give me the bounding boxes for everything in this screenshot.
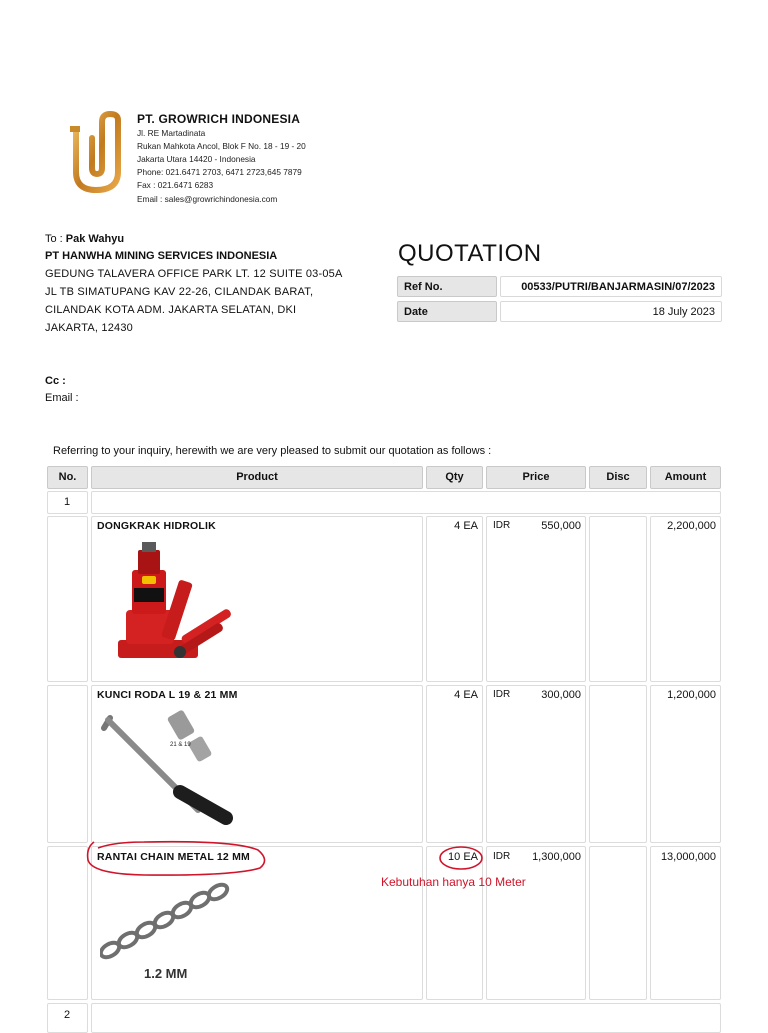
ref-no-value: 00533/PUTRI/BANJARMASIN/07/2023 <box>500 276 722 297</box>
company-fax: Fax : 021.6471 6283 <box>137 180 214 190</box>
product-name: DONGKRAK HIDROLIK <box>97 520 216 532</box>
email-label: Email : <box>45 392 79 404</box>
recipient-address-line: CILANDAK KOTA ADM. JAKARTA SELATAN, DKI <box>45 304 297 316</box>
item-price: 1,300,000 <box>532 851 581 863</box>
hydraulic-jack-image <box>108 540 238 668</box>
company-address-line: Jl. RE Martadinata <box>137 128 206 138</box>
cc-label: Cc : <box>45 375 66 387</box>
company-address-line: Rukan Mahkota Ancol, Blok F No. 18 - 19 - 20 <box>137 141 306 151</box>
ref-no-label: Ref No. <box>397 276 497 297</box>
disc-cell <box>589 685 647 843</box>
hydraulic-jack-icon <box>108 540 238 668</box>
product-name: RANTAI CHAIN METAL 12 MM <box>97 851 250 863</box>
item-price: 550,000 <box>541 520 581 532</box>
recipient-to <box>45 233 124 245</box>
no-cell <box>47 516 88 682</box>
item-currency: IDR <box>493 520 511 531</box>
group-row <box>91 1003 721 1033</box>
amount-cell <box>650 685 721 843</box>
no-cell <box>47 846 88 1000</box>
qty-cell <box>426 685 483 843</box>
header-disc: Disc <box>589 466 647 489</box>
date-label: Date <box>397 301 497 322</box>
amount-cell <box>650 516 721 682</box>
group-number: 2 <box>63 1009 71 1021</box>
item-amount: 13,000,000 <box>660 851 716 863</box>
disc-cell <box>589 516 647 682</box>
date-value: 18 July 2023 <box>500 301 722 322</box>
to-name: Pak Wahyu <box>65 233 125 245</box>
group-row <box>91 491 721 514</box>
paperclip-logo-icon <box>66 110 132 196</box>
company-email: Email : sales@growrichindonesia.com <box>137 194 278 204</box>
disc-cell <box>589 846 647 1000</box>
price-cell <box>486 846 586 1000</box>
amount-cell <box>650 846 721 1000</box>
product-circle-annotation <box>84 838 268 878</box>
group-number: 1 <box>63 496 71 508</box>
company-phone: Phone: 021.6471 2703, 6471 2723,645 7879 <box>137 167 302 177</box>
recipient-company: PT HANWHA MINING SERVICES INDONESIA <box>45 250 278 262</box>
item-qty: 4 EA <box>454 689 478 701</box>
header-no: No. <box>47 466 88 489</box>
annotation-note: Kebutuhan hanya 10 Meter <box>381 875 526 889</box>
header-amount: Amount <box>650 466 721 489</box>
recipient-address-line: JL TB SIMATUPANG KAV 22-26, CILANDAK BARAT, <box>45 286 314 298</box>
header-price: Price <box>486 466 586 489</box>
header-product: Product <box>91 466 423 489</box>
recipient-address-line: GEDUNG TALAVERA OFFICE PARK LT. 12 SUITE 03-05A <box>45 268 343 280</box>
socket-size-text: 21 & 19 <box>170 742 191 748</box>
company-address-line: Jakarta Utara 14420 - Indonesia <box>137 154 256 164</box>
no-cell <box>47 685 88 843</box>
to-label: To : <box>45 233 63 245</box>
product-name: KUNCI RODA L 19 & 21 MM <box>97 689 238 701</box>
recipient-address-line: JAKARTA, 12430 <box>45 322 133 334</box>
item-amount: 1,200,000 <box>667 689 716 701</box>
item-qty: 10 EA <box>448 851 478 863</box>
company-logo <box>66 110 132 196</box>
price-cell <box>486 516 586 682</box>
company-name: PT. GROWRICH INDONESIA <box>137 112 301 126</box>
item-qty: 4 EA <box>454 520 478 532</box>
qty-cell <box>426 516 483 682</box>
item-currency: IDR <box>493 851 511 862</box>
item-currency: IDR <box>493 689 511 700</box>
wheel-wrench-image <box>100 706 240 832</box>
header-qty: Qty <box>426 466 483 489</box>
qty-circle-annotation <box>438 844 484 872</box>
item-amount: 2,200,000 <box>667 520 716 532</box>
metal-chain-icon <box>100 880 240 984</box>
item-price: 300,000 <box>541 689 581 701</box>
wheel-wrench-icon <box>100 706 240 832</box>
intro-text: Referring to your inquiry, herewith we are very pleased to submit our quotation as follows : <box>53 445 492 457</box>
metal-chain-image <box>100 880 240 984</box>
price-cell <box>486 685 586 843</box>
chain-size-text: 1.2 MM <box>144 966 188 981</box>
quotation-title: QUOTATION <box>398 240 542 267</box>
